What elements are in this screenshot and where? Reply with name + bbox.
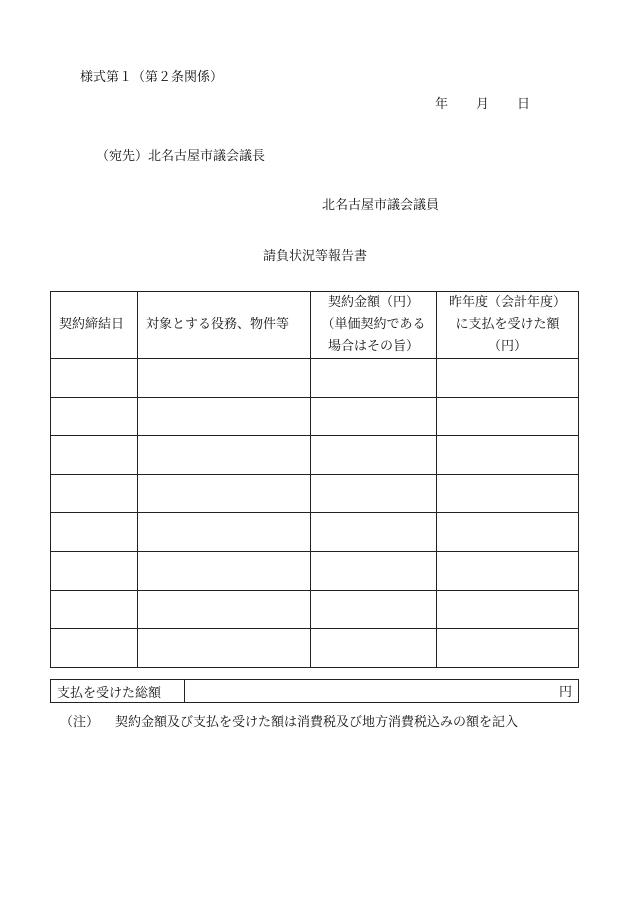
cell-last-year-payment[interactable] <box>437 359 579 398</box>
header-contract-date <box>51 292 138 359</box>
cell-contract-amount[interactable] <box>311 474 437 513</box>
header-line: （円） <box>487 339 527 354</box>
table-row <box>51 551 579 590</box>
cell-contract-amount[interactable] <box>311 397 437 436</box>
form-number: 様式第１（第２条関係） <box>80 70 224 85</box>
table-row <box>51 629 579 668</box>
header-last-year-payment <box>437 292 579 359</box>
footnote-text: 契約金額及び支払を受けた額は消費税及び地方消費税込みの額を記入 <box>115 715 519 730</box>
cell-subject[interactable] <box>138 590 311 629</box>
addressee: （宛先）北名古屋市議会議長 <box>96 149 266 164</box>
header-line: 昨年度（会計年度） <box>448 295 566 310</box>
cell-last-year-payment[interactable] <box>437 397 579 436</box>
cell-contract-date[interactable] <box>51 551 138 590</box>
cell-contract-amount[interactable] <box>311 513 437 552</box>
cell-contract-date[interactable] <box>51 590 138 629</box>
cell-last-year-payment[interactable] <box>437 436 579 475</box>
header-line: 契約金額（円） <box>327 295 419 310</box>
cell-subject[interactable] <box>138 513 311 552</box>
document-title: 請負状況等報告書 <box>262 249 367 264</box>
sender: 北名古屋市議会議員 <box>322 198 440 213</box>
table-row <box>51 397 579 436</box>
header-line: に支払を受けた額 <box>455 317 560 332</box>
cell-contract-date[interactable] <box>51 436 138 475</box>
cell-contract-amount[interactable] <box>311 359 437 398</box>
total-amount-field[interactable] <box>185 680 579 703</box>
cell-last-year-payment[interactable] <box>437 474 579 513</box>
cell-contract-date[interactable] <box>51 513 138 552</box>
table-row <box>51 513 579 552</box>
footnote-label: （注） <box>60 715 100 730</box>
cell-subject[interactable] <box>138 551 311 590</box>
cell-last-year-payment[interactable] <box>437 513 579 552</box>
table-row <box>51 590 579 629</box>
table-row <box>51 436 579 475</box>
date-day-label: 日 <box>517 97 531 112</box>
date-year-label: 年 <box>435 97 449 112</box>
header-contract-amount <box>311 292 437 359</box>
cell-last-year-payment[interactable] <box>437 551 579 590</box>
cell-subject[interactable] <box>138 629 311 668</box>
table-row <box>51 359 579 398</box>
date-line <box>435 93 530 112</box>
cell-contract-date[interactable] <box>51 359 138 398</box>
header-line: 場合はその旨） <box>327 339 419 354</box>
header-subject <box>138 292 311 359</box>
table-header-row <box>51 292 579 359</box>
header-line: （単価契約である <box>321 317 426 332</box>
contract-report-table <box>50 291 579 668</box>
cell-subject[interactable] <box>138 359 311 398</box>
table-row <box>51 474 579 513</box>
cell-contract-amount[interactable] <box>311 590 437 629</box>
cell-contract-amount[interactable] <box>311 629 437 668</box>
cell-last-year-payment[interactable] <box>437 590 579 629</box>
cell-contract-amount[interactable] <box>311 551 437 590</box>
total-row <box>51 680 579 703</box>
cell-subject[interactable] <box>138 436 311 475</box>
cell-contract-date[interactable] <box>51 629 138 668</box>
cell-subject[interactable] <box>138 397 311 436</box>
total-table <box>50 679 579 703</box>
header-line: 対象とする役務、物件等 <box>146 317 290 332</box>
cell-contract-amount[interactable] <box>311 436 437 475</box>
cell-contract-date[interactable] <box>51 397 138 436</box>
date-month-label: 月 <box>476 97 490 112</box>
total-unit: 円 <box>558 685 572 700</box>
cell-subject[interactable] <box>138 474 311 513</box>
total-label: 支払を受けた総額 <box>51 680 185 703</box>
cell-last-year-payment[interactable] <box>437 629 579 668</box>
footnote <box>60 711 518 730</box>
cell-contract-date[interactable] <box>51 474 138 513</box>
header-line: 契約締結日 <box>59 317 125 332</box>
